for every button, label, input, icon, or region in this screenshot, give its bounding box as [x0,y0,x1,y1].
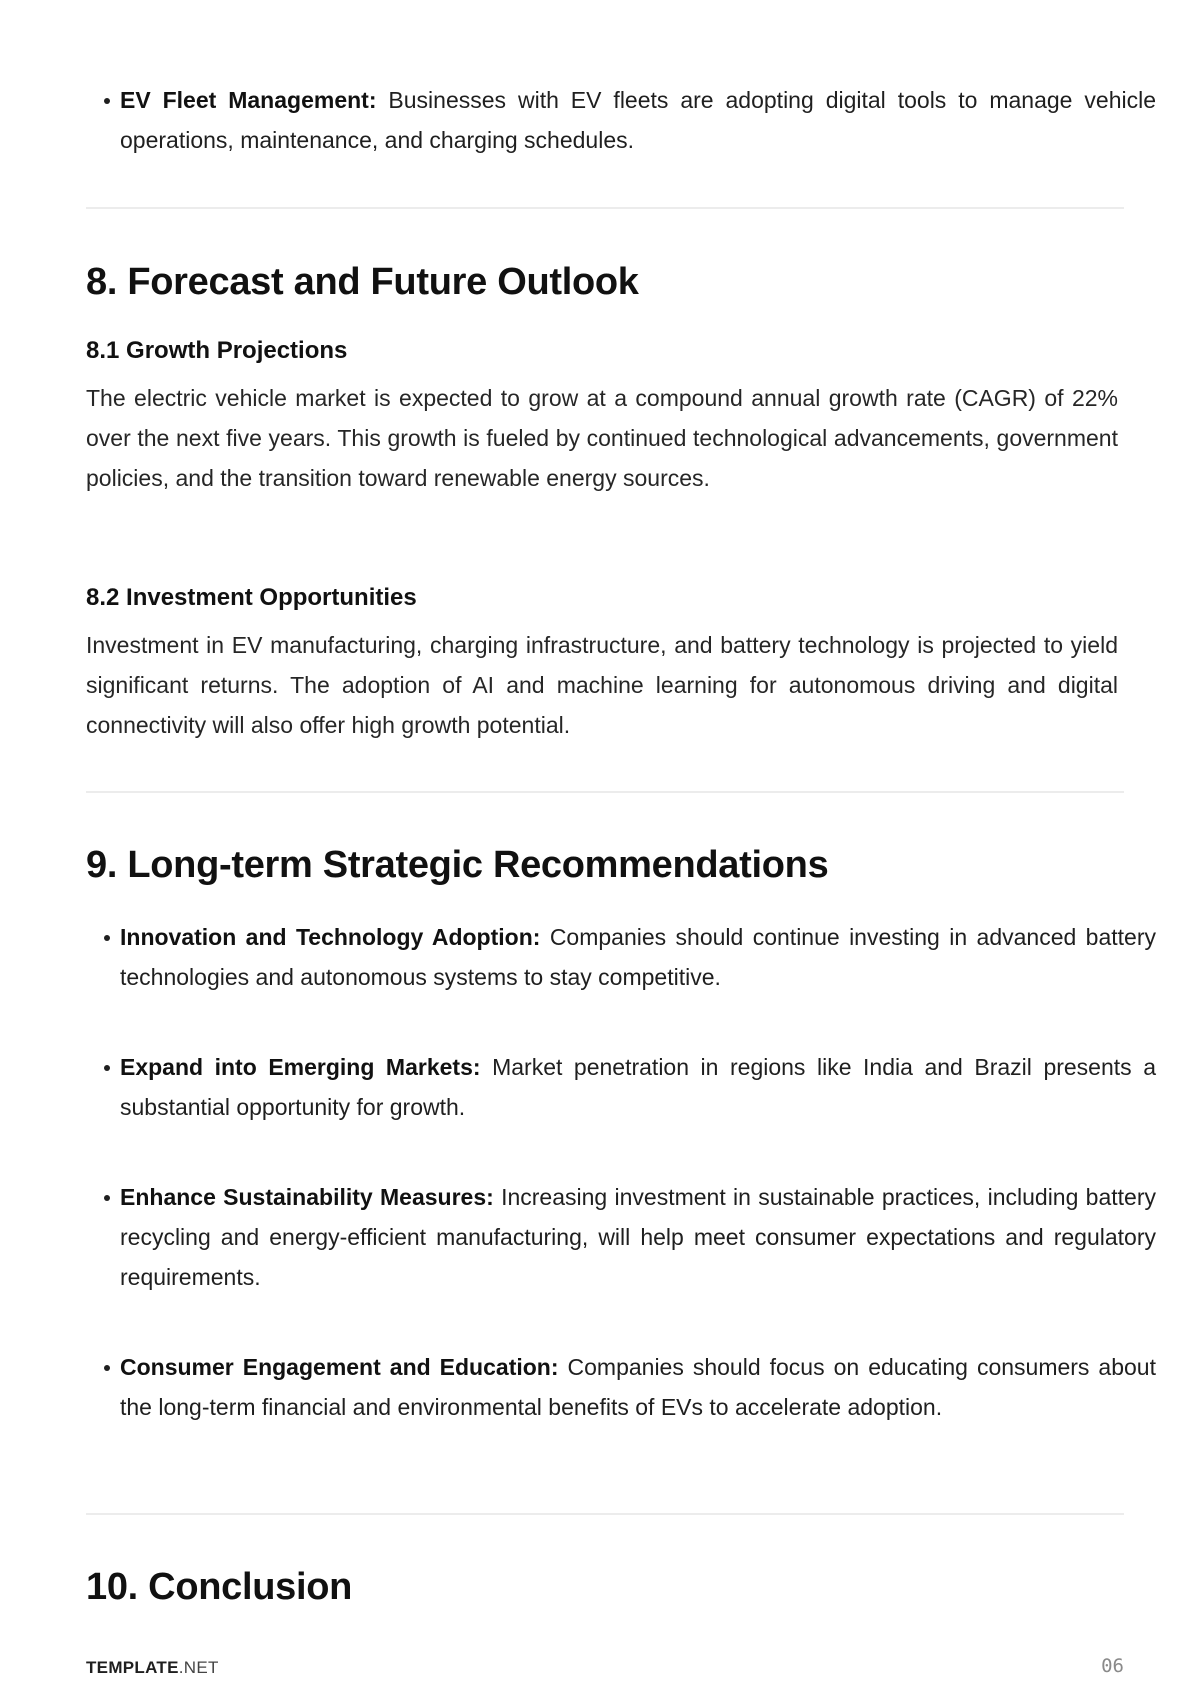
bullet-text: Increasing investment in sustainable practices, including battery recycling and energy-efficient manufacturing, will help meet consumer expectations and regulatory requirements. [120,1184,1156,1290]
subsection-8-2-body: Investment in EV manufacturing, charging infrastructure, and battery technology is projected to yield significant returns. The adoption of AI and machine learning for autonomous driving and digital connectivity will also offer high growth potential. [86,632,1118,738]
subsection-8-1-heading: 8.1 Growth Projections [86,337,348,364]
page-number: 06 [1101,1655,1124,1677]
bullet-text: Businesses with EV fleets are adopting digital tools to manage vehicle operations, maintenance, and charging schedules. [120,87,1156,153]
subsection-8-1-body: The electric vehicle market is expected to grow at a compound annual growth rate (CAGR) of 22% over the next five years. This growth is fueled by continued technological advancements, government policies, and the transition toward renewable energy sources. [86,385,1118,491]
bullet-ev-fleet-management [104,80,1156,160]
footer-brand-bold: TEMPLATE [86,1658,179,1677]
bullet-text: Market penetration in regions like India and Brazil presents a substantial opportunity for growth. [120,1054,1156,1120]
section-divider [86,1513,1124,1515]
bullet-lead: EV Fleet Management: [120,87,377,113]
bullet-consumer-engagement [104,1347,1156,1427]
bullet-lead: Expand into Emerging Markets: [120,1054,481,1080]
footer-brand-logo [86,1658,219,1678]
bullet-text: Companies should focus on educating consumers about the long-term financial and environmental benefits of EVs to accelerate adoption. [120,1354,1156,1420]
bullet-emerging-markets [104,1047,1156,1127]
subsection-8-2-heading: 8.2 Investment Opportunities [86,584,417,611]
section-10-heading: 10. Conclusion [86,1566,353,1608]
bullet-innovation [104,917,1156,997]
bullet-sustainability [104,1177,1156,1297]
bullet-lead: Enhance Sustainability Measures: [120,1184,494,1210]
bullet-lead: Innovation and Technology Adoption: [120,924,541,950]
bullet-lead: Consumer Engagement and Education: [120,1354,559,1380]
section-divider [86,791,1124,793]
section-9-heading: 9. Long-term Strategic Recommendations [86,844,829,886]
footer-brand-suffix: .NET [178,1658,219,1677]
section-divider [86,207,1124,209]
section-8-heading: 8. Forecast and Future Outlook [86,261,639,303]
bullet-text: Companies should continue investing in advanced battery technologies and autonomous systems to stay competitive. [120,924,1156,990]
